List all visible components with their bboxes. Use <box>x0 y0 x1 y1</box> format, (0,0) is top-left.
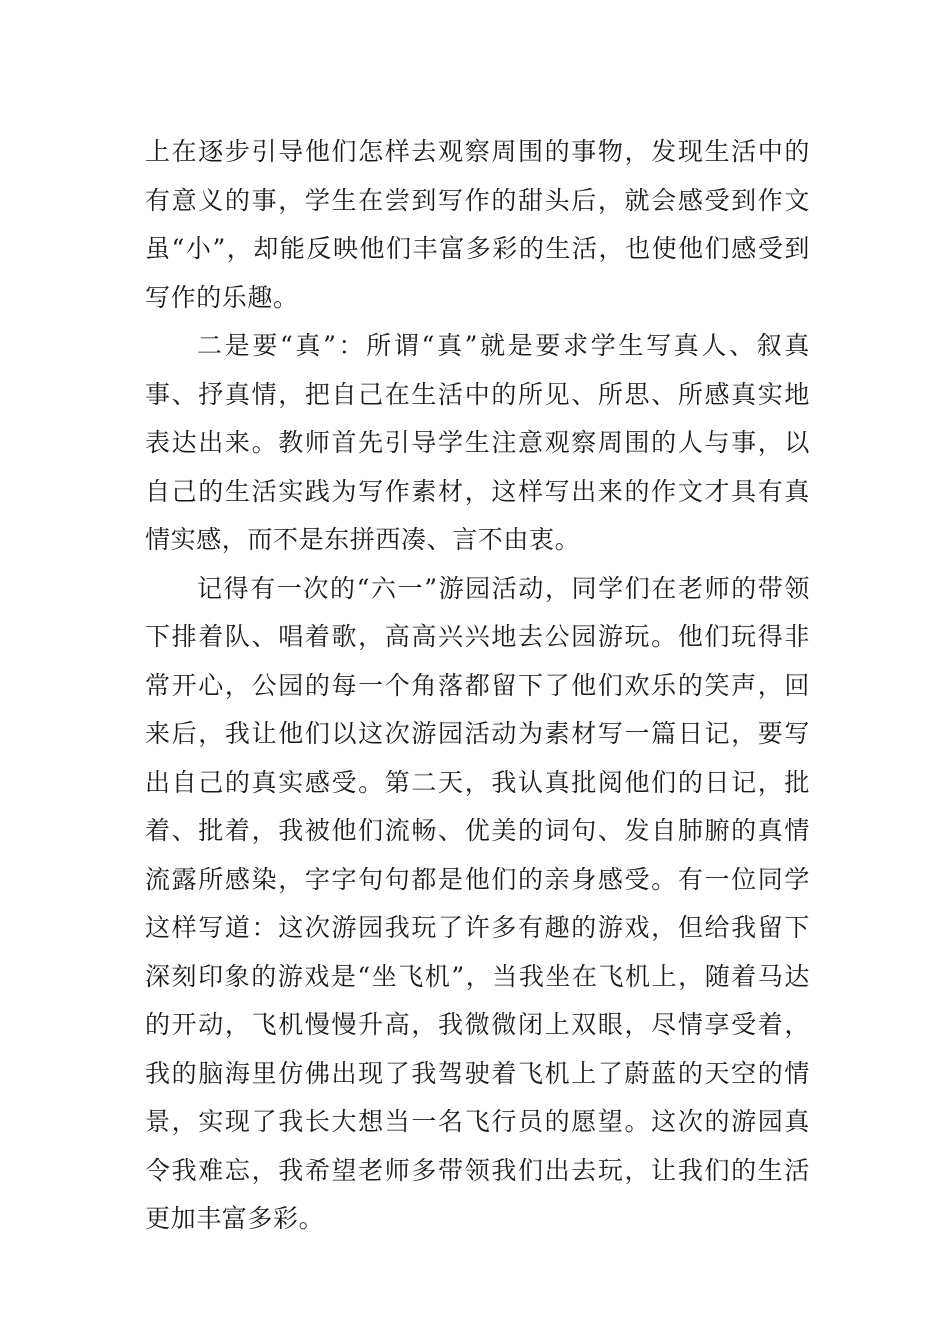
paragraph-2: 二是要“真”：所谓“真”就是要求学生写真人、叙真事、抒真情，把自己在生活中的所见、所思、所感真实地表达出来。教师首先引导学生注意观察周围的人与事，以自己的生活实践为写作素材，这样写出来的作文才具有真情实感，而不是东拼西凑、言不由衷。 <box>145 331 810 554</box>
paragraph-1: 上在逐步引导他们怎样去观察周围的事物，发现生活中的有意义的事，学生在尝到写作的甜头后，就会感受到作文虽“小”，却能反映他们丰富多彩的生活，也使他们感受到写作的乐趣。 <box>145 137 810 312</box>
body-text <box>145 128 810 1244</box>
paragraph-3: 记得有一次的“六一”游园活动，同学们在老师的带领下排着队、唱着歌，高高兴兴地去公园游玩。他们玩得非常开心，公园的每一个角落都留下了他们欢乐的笑声，回来后，我让他们以这次游园活动为素材写一篇日记，要写出自己的真实感受。第二天，我认真批阅他们的日记，批着、批着，我被他们流畅、优美的词句、发自肺腑的真情流露所感染，字字句句都是他们的亲身感受。有一位同学这样写道：这次游园我玩了许多有趣的游戏，但给我留下深刻印象的游戏是“坐飞机”，当我坐在飞机上，随着马达的开动，飞机慢慢升高，我微微闭上双眼，尽情享受着，我的脑海里仿佛出现了我驾驶着飞机上了蔚蓝的天空的情景，实现了我长大想当一名飞行员的愿望。这次的游园真令我难忘，我希望老师多带领我们出去玩，让我们的生活更加丰富多彩。 <box>145 573 810 1233</box>
